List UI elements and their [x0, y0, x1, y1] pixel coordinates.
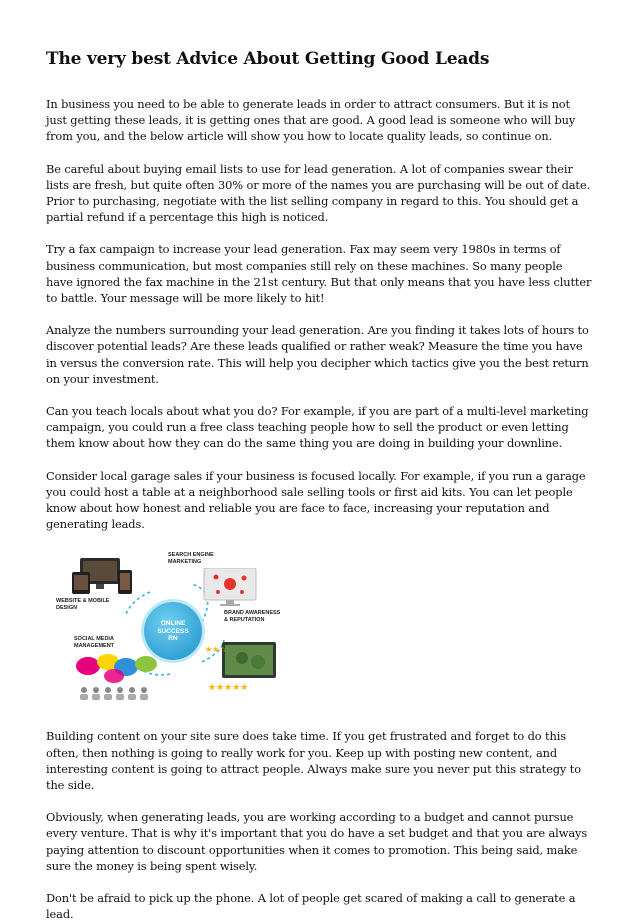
paragraph: Can you teach locals about what you do? For example, if you are part of a multi-level marketing campaign, you could run a free class teaching people how to sell the product or even letting them know about how they can do the same thing you are doing in building your downline.	[46, 404, 589, 451]
svg-text:★★★★★: ★★★★★	[208, 683, 249, 694]
hub-line: RN	[168, 635, 178, 643]
hub-line: SUCCESS	[157, 627, 189, 635]
paragraph: Consider local garage sales if your business is focused locally. For example, if you run a garage you could host a table at a neighborhood sale selling tools or first aid kits. You can let people know about how honest and reliable you are face to face, increasing your reputation and generating leads.	[46, 468, 586, 532]
label-brand: BRAND AWARENESS & REPUTATION	[224, 610, 281, 623]
devices-icon	[72, 558, 136, 600]
paragraph: Building content on your site sure does take time. If you get frustrated and forget to do this often, then nothing is going to really work for you. Keep up with posting new content, and interesting content is going to attract people. Always make sure you never put this strategy to the side.	[46, 729, 581, 793]
hub-line: ONLINE	[160, 620, 186, 628]
social-bubbles-icon	[74, 652, 164, 706]
paragraph: Analyze the numbers surrounding your lead generation. Are you finding it takes lots of hours to discover potential leads? Are these leads qualified or rather weak? Measure the time you have in versus the conversion rate. This will help you decipher which tactics give you the best return on your investment.	[46, 323, 589, 386]
paragraph: In business you need to be able to generate leads in order to attract consumers. But it is not just getting these leads, it is getting ones that are good. A good lead is someone who will buy from you, and the below article will show you how to locate quality leads, so continue on.	[46, 97, 576, 144]
document-title: The very best Advice About Getting Good Leads	[46, 49, 490, 69]
online-success-infographic	[52, 552, 292, 702]
search-monitor-icon	[202, 568, 260, 612]
svg-text:★★☆: ★★☆	[205, 645, 227, 655]
label-search: SEARCH ENGINE MARKETING	[168, 552, 214, 565]
paragraph: Be careful about buying email lists to use for lead generation. A lot of companies swear their lists are fresh, but quite often 30% or more of the names you are purchasing will be out of date. Prior to purchasing, negotiate with the list selling company in regard to this. You should get a partial refund if a percentage this high is noticed.	[46, 161, 590, 225]
paragraph: Obviously, when generating leads, you are working according to a budget and cannot pursue every venture. That is why it's important that you do have a set budget and that you are always paying attention to discount opportunities when it comes to promotion. This being said, make sure the money is being spent wisely.	[46, 810, 588, 873]
paragraph: Don't be afraid to pick up the phone. A lot of people get scared of making a call to generate a lead.	[46, 891, 576, 922]
label-website: WEBSITE & MOBILE DESIGN	[56, 598, 110, 611]
label-social: SOCIAL MEDIA MANAGEMENT	[74, 636, 115, 649]
brand-reputation-icon	[202, 642, 282, 706]
paragraph: Try a fax campaign to increase your lead generation. Fax may seem very 1980s in terms of business communication, but most companies still rely on these machines. So many people have ignored the fax machine in the 21st century. But that only means that you have less clutter to battle. Your message will be more likely to hit!	[46, 242, 592, 306]
